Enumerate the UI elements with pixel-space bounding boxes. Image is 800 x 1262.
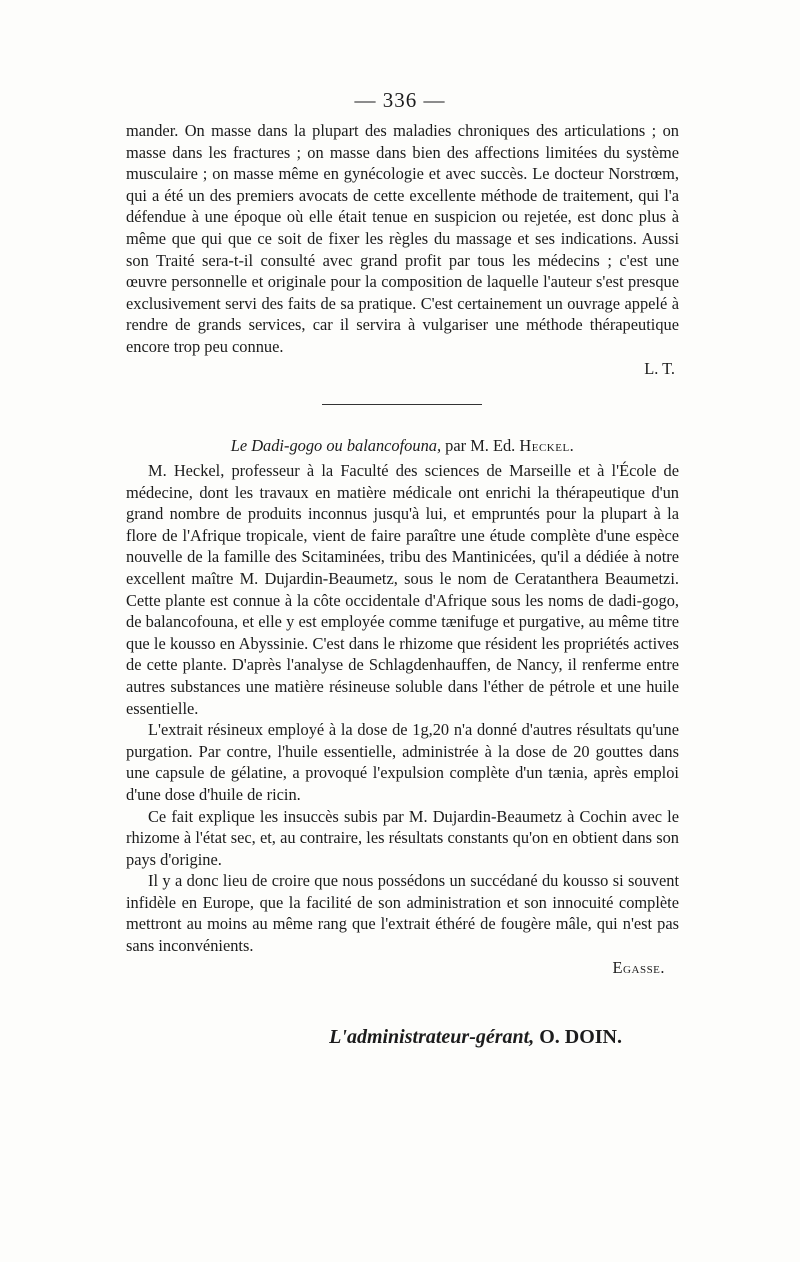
footer-name: O. DOIN. <box>539 1026 622 1048</box>
article-paragraph: M. Heckel, professeur à la Faculté des sciences de Marseille et à l'École de médecine, dont les travaux en matière médicale ont enrichi la thérapeutique d'un grand nombre de produits inconnus jusqu'à lui, et empruntés pour la plupart à la flore de l'Afrique tropicale, vient de faire paraître une étude complète d'une espèce nouvelle de la famille des Scitaminées, tribu des Mantinicées, qu'il a dédiée à notre excellent maître M. Dujardin-Beaumetz, sous le nom de Ceratanthera Beaumetzi. Cette plante est connue à la côte occidentale d'Afrique sous les noms de dadi-gogo, de balancofouna, et elle y est employée comme tænifuge et purgative, au même titre que le kousso en Abyssinie. C'est dans le rhizome que résident les propriétés actives de cette plante. D'après l'analyse de Schlagdenhauffen, de Nancy, il renferme entre autres substances une matière résineuse soluble dans l'éther de pétrole et une huile essentielle. <box>126 461 679 718</box>
review-section <box>126 120 679 379</box>
publisher-footer <box>126 1026 622 1049</box>
article-signature: Egasse. <box>612 957 665 977</box>
article-body <box>126 460 679 978</box>
article-title-by: par M. Ed. <box>445 436 516 455</box>
page-number: — 336 — <box>354 88 446 112</box>
review-body: mander. On masse dans la plupart des maladies chroniques des articulations ; on masse dans les fractures ; on masse dans bien des affections limitées du système musculaire ; on masse même en gynécologie et avec succès. Le docteur Norstrœm, qui a été un des premiers avocats de cette excellente méthode de traitement, qui l'a défendue à une époque où elle était tenue en suspicion ou rejetée, est donc plus à même que qui que ce soit de fixer les règles du massage et ses indications. Aussi son Traité sera-t-il consulté avec grand profit par tous les médecins ; c'est une œuvre personnelle et originale pour la composition de laquelle l'auteur s'est presque exclusivement servi des faits de sa pratique. C'est certainement un ouvrage appelé à rendre de grands services, car il servira à vulgariser une méthode thérapeutique encore trop peu connue. <box>126 121 679 356</box>
article-title-author: Heckel. <box>519 436 575 455</box>
article-paragraph: Il y a donc lieu de croire que nous possédons un succédané du kousso si souvent infidèle en Europe, que la facilité de son administration et son innocuité complète mettront au moins au même rang que l'extrait éthéré de fougère mâle, qui n'est pas sans inconvénients. <box>126 871 679 956</box>
section-divider <box>322 404 482 405</box>
article-title-italic: Le Dadi-gogo ou balancofouna, <box>230 436 442 455</box>
article-title <box>126 436 679 456</box>
review-signature: L. T. <box>644 358 675 378</box>
footer-italic: L'administrateur-gérant, <box>329 1026 535 1048</box>
article-paragraph: Ce fait explique les insuccès subis par M. Dujardin-Beaumetz à Cochin avec le rhizome à l'état sec, et, au contraire, les résultats constants qu'on en obtient dans son pays d'origine. <box>126 806 679 869</box>
article-paragraph: L'extrait résineux employé à la dose de 1g,20 n'a donné d'autres résultats qu'une purgation. Par contre, l'huile essentielle, administrée à la dose de 20 gouttes dans une capsule de gélatine, a provoqué l'expulsion complète d'un tænia, après emploi d'une dose d'huile de ricin. <box>126 720 679 804</box>
